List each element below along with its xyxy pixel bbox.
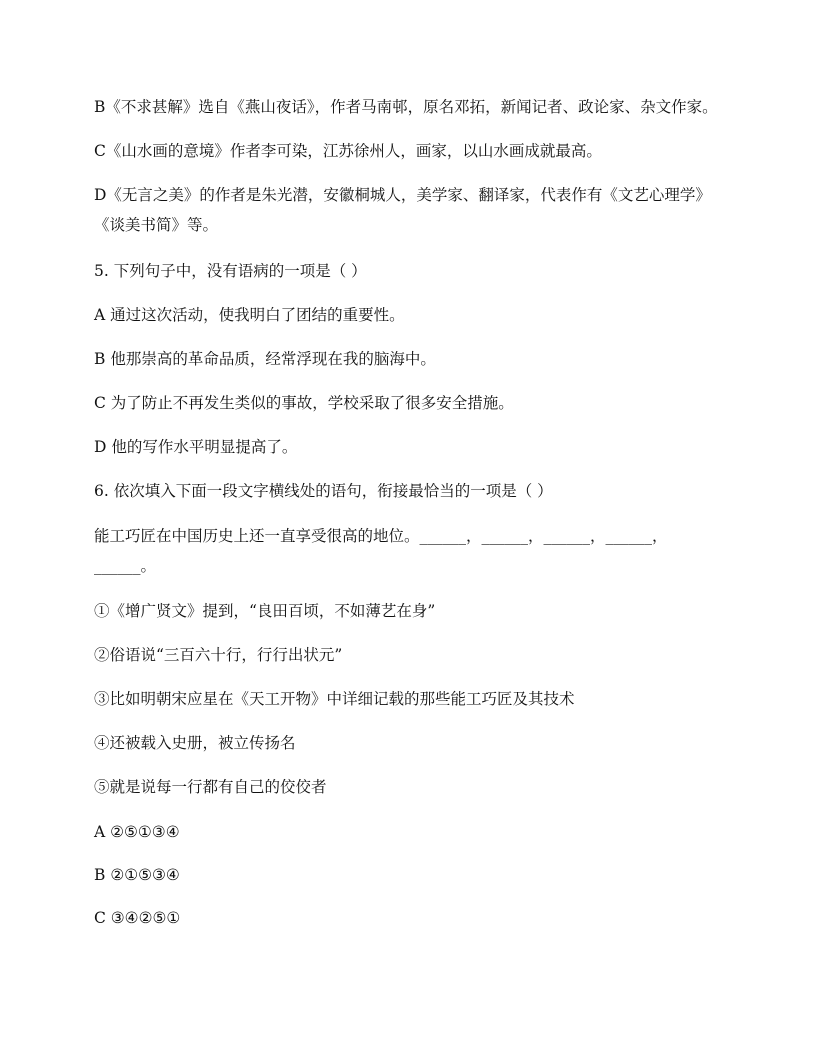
question-5-stem: 5. 下列句子中，没有语病的一项是（ ） <box>94 262 367 280</box>
option-b-book-info: B《不求甚解》选自《燕山夜话》，作者马南邨，原名邓拓，新闻记者、政论家、杂文作家。 <box>94 98 718 116</box>
sentence-5: ⑤就是说每一行都有自己的佼佼者 <box>94 778 327 796</box>
question-6-stem: 6. 依次填入下面一段文字横线处的语句，衔接最恰当的一项是（ ） <box>94 482 553 500</box>
question-6-option-c: C ③④②⑤① <box>94 909 181 927</box>
sentence-2: ②俗语说“三百六十行，行行出状元” <box>94 646 343 664</box>
question-5-option-a: A 通过这次活动，使我明白了团结的重要性。 <box>94 306 405 324</box>
option-d-book-info: D《无言之美》的作者是朱光潜，安徽桐城人，美学家、翻译家，代表作有《文艺心理学》《谈美书简》等。 <box>94 186 711 234</box>
question-6-option-b: B ②①⑤③④ <box>94 866 180 884</box>
option-c-book-info: C《山水画的意境》作者李可染，江苏徐州人，画家，以山水画成就最高。 <box>94 142 602 160</box>
question-5-option-d: D 他的写作水平明显提高了。 <box>94 438 298 456</box>
question-5-option-c: C 为了防止不再发生类似的事故，学校采取了很多安全措施。 <box>94 394 514 412</box>
sentence-1: ①《增广贤文》提到，“良田百顷，不如薄艺在身” <box>94 602 436 620</box>
sentence-4: ④还被载入史册，被立传扬名 <box>94 734 296 752</box>
question-5-option-b: B 他那崇高的革命品质，经常浮现在我的脑海中。 <box>94 350 436 368</box>
question-6-option-a: A ②⑤①③④ <box>94 823 180 841</box>
sentence-3: ③比如明朝宋应星在《天工开物》中详细记载的那些能工巧匠及其技术 <box>94 690 575 708</box>
question-6-passage: 能工巧匠在中国历史上还一直享受很高的地位。______，______，______，______，______。 <box>94 527 668 575</box>
